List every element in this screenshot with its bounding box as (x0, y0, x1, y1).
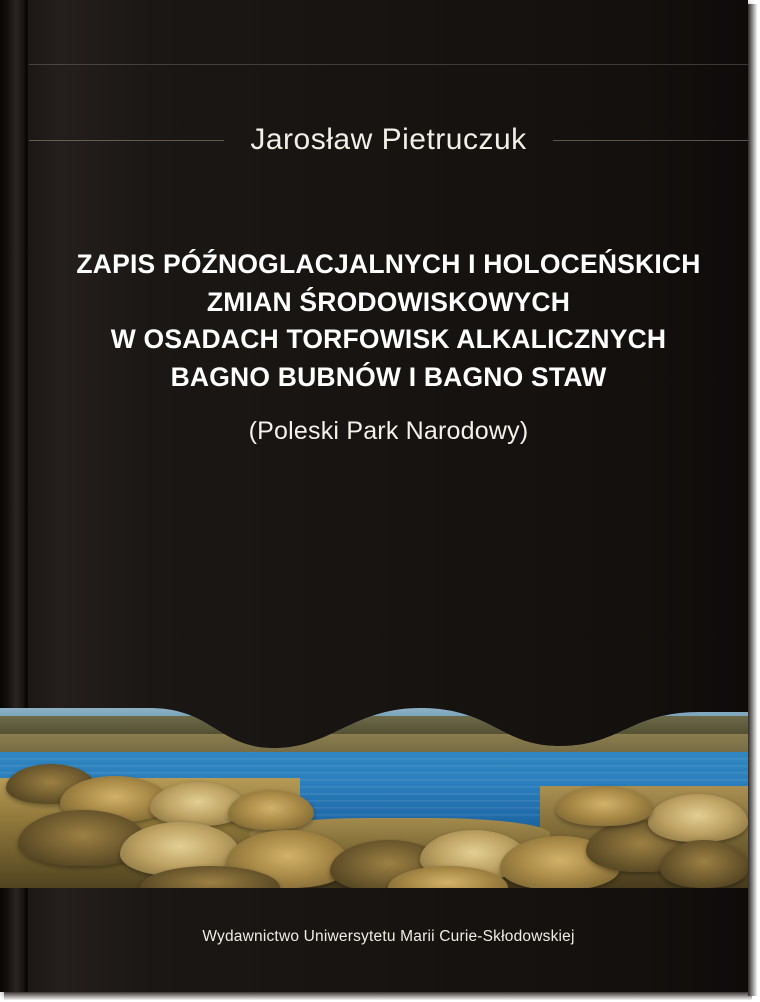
cover-bottom-edge (4, 992, 752, 1002)
title-block (29, 246, 748, 446)
subtitle: (Poleski Park Narodowy) (248, 416, 529, 445)
grass-clump (556, 786, 652, 826)
cover-photograph (0, 690, 748, 888)
title-line-3: W OSADACH TORFOWISK ALKALICZNYCH (110, 324, 667, 355)
title-line-1: ZAPIS PÓŹNOGLACJALNYCH I HOLOCEŃSKICH (76, 249, 701, 279)
publisher-line: Wydawnictwo Uniwersytetu Marii Curie-Skłodowskiej (202, 928, 575, 945)
author-name: Jarosław Pietruczuk (250, 123, 527, 156)
top-divider (29, 64, 748, 65)
title-line-4: BAGNO BUBNÓW I BAGNO STAW (170, 361, 607, 392)
author-rule-left (29, 140, 224, 141)
author-block (29, 118, 748, 162)
grass-clump (228, 790, 314, 830)
title-line-2: ZMIAN ŚRODOWISKOWYCH (206, 286, 571, 317)
cover-right-edge (748, 4, 760, 996)
author-rule-right (553, 140, 748, 141)
photo-clip-area (0, 690, 748, 888)
